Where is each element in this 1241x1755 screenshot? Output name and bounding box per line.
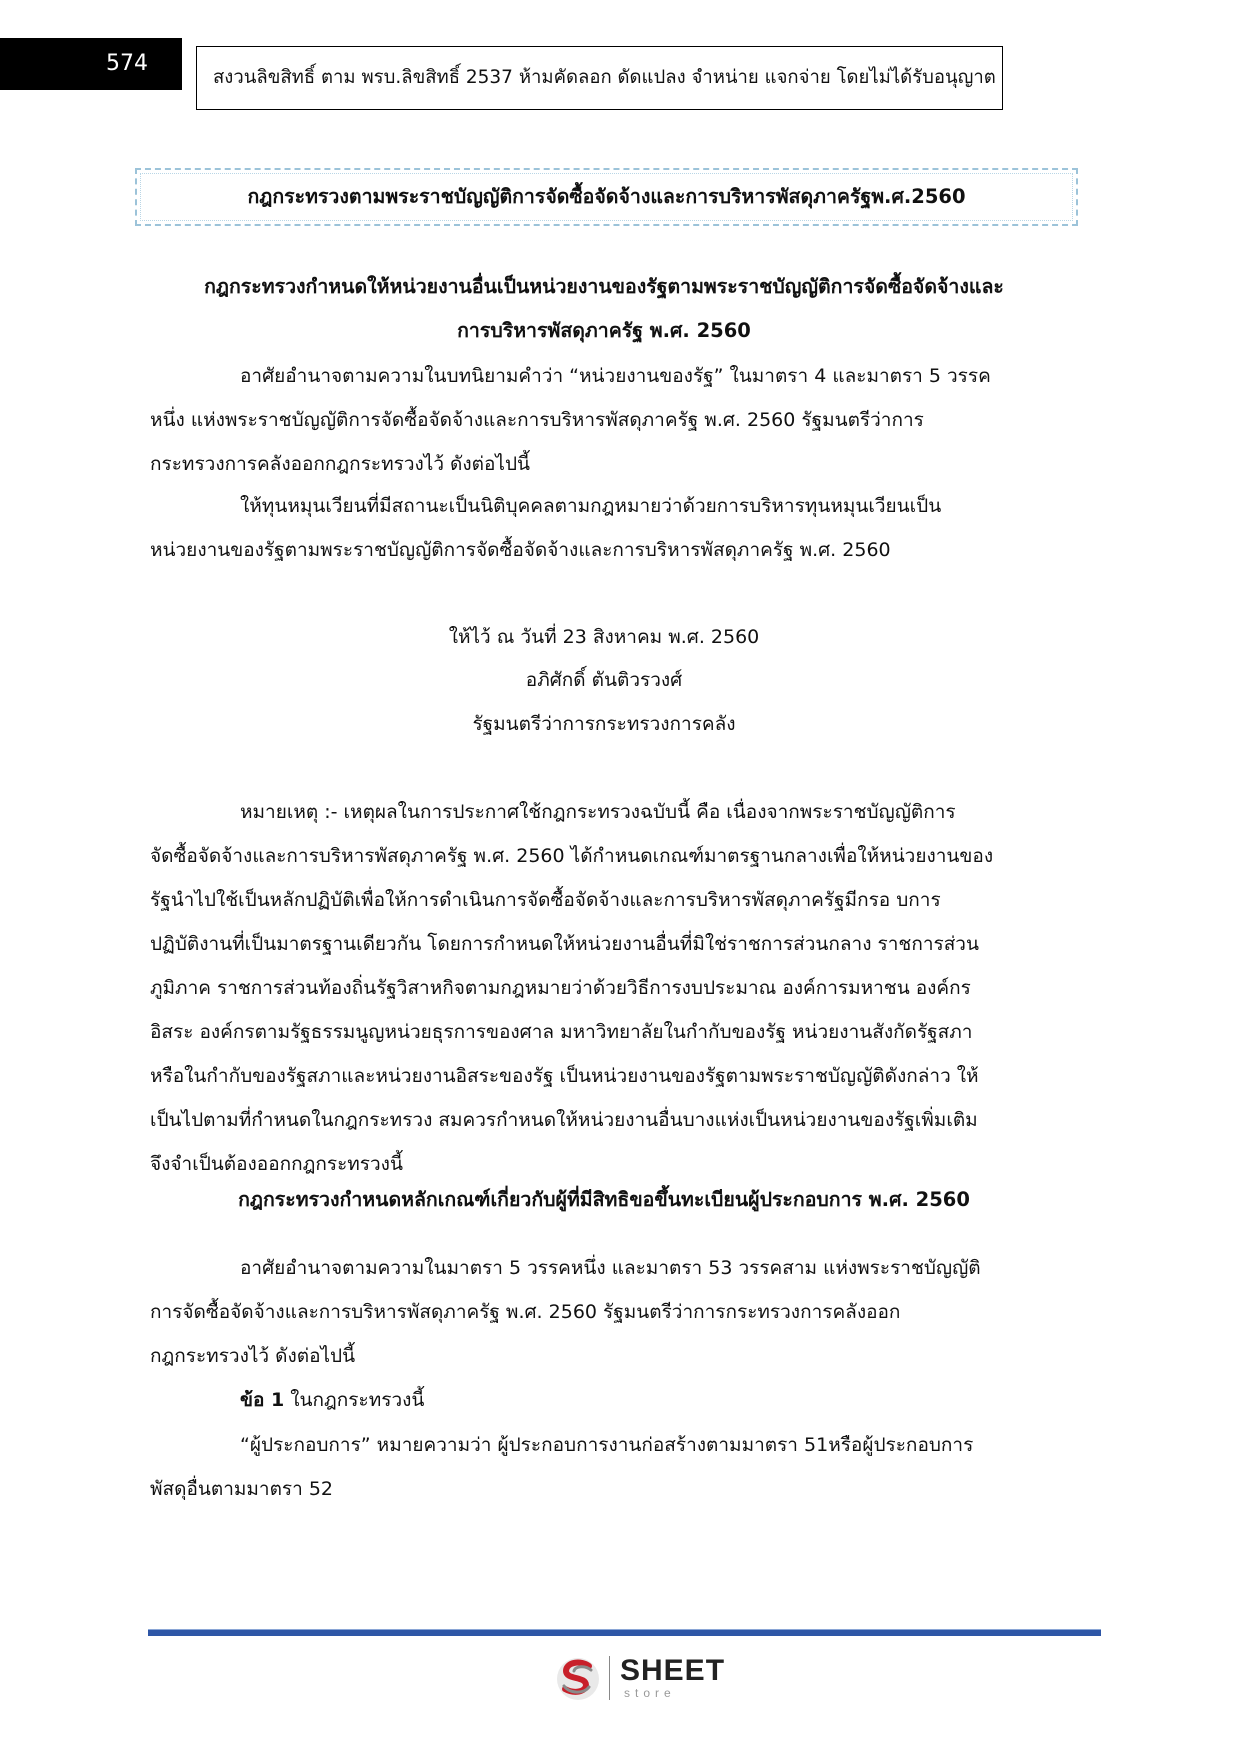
regulation1-title-line1: กฎกระทรวงกำหนดให้หน่วยงานอื่นเป็นหน่วยงานของรัฐตามพระราชบัญญัติการจัดซื้อจัดจ้างและ [204, 275, 1004, 298]
copyright-notice: สงวนลิขสิทธิ์ ตาม พรบ.ลิขสิทธิ์ 2537 ห้ามคัดลอก ดัดแปลง จำหน่าย แจกจ่าย โดยไม่ได้รับอนุญาต [196, 46, 1003, 110]
note-line: จึงจำเป็นต้องออกกฎกระทรวงนี้ [150, 1153, 403, 1175]
logo-text: SHEET [620, 1654, 726, 1687]
regulation2-title: กฎกระทรวงกำหนดหลักเกณฑ์เกี่ยวกับผู้ที่มีสิทธิขอขึ้นทะเบียนผู้ประกอบการ พ.ศ. 2560 [238, 1188, 970, 1211]
footer-divider [148, 1629, 1101, 1636]
paragraph-line: กระทรวงการคลังออกกฎกระทรวงไว้ ดังต่อไปนี้ [150, 453, 531, 475]
regulation1-paragraph2 [150, 484, 1058, 572]
section-banner [135, 168, 1078, 226]
logo-subtext: store [624, 1686, 676, 1700]
note-line: รัฐนำไปใช้เป็นหลักปฏิบัติเพื่อให้การดำเนินการจัดซื้อจัดจ้างและการบริหารพัสดุภาครัฐมีกรอ บการ [150, 889, 941, 911]
paragraph-line: อาศัยอำนาจตามความในบทนิยามคำว่า “หน่วยงานของรัฐ” ในมาตรา 4 และมาตรา 5 วรรค [240, 365, 991, 387]
note-line: ปฏิบัติงานที่เป็นมาตรฐานเดียวกัน โดยการกำหนดให้หน่วยงานอื่นที่มิใช่ราชการส่วนกลาง ราชการส่วน [150, 933, 979, 955]
regulation2-paragraph1 [150, 1246, 1058, 1378]
paragraph-line: หน่วยงานของรัฐตามพระราชบัญญัติการจัดซื้อจัดจ้างและการบริหารพัสดุภาครัฐ พ.ศ. 2560 [150, 539, 891, 561]
signer-name: อภิศักดิ์ ตันติวรวงศ์ [525, 669, 683, 691]
clause-text: ในกฎกระทรวงนี้ [284, 1389, 425, 1411]
regulation1-note [150, 790, 1058, 1186]
note-line: หรือในกำกับของรัฐสภาและหน่วยงานอิสระของรัฐ เป็นหน่วยงานของรัฐตามพระราชบัญญัติดังกล่าว ให้ [150, 1065, 979, 1087]
logo-separator [609, 1656, 610, 1700]
definition-line: พัสดุอื่นตามมาตรา 52 [150, 1478, 334, 1500]
given-date: ให้ไว้ ณ วันที่ 23 สิงหาคม พ.ศ. 2560 [448, 626, 760, 648]
paragraph-line: ให้ทุนหมุนเวียนที่มีสถานะเป็นนิติบุคคลตามกฎหมายว่าด้วยการบริหารทุนหมุนเวียนเป็น [240, 495, 942, 517]
paragraph-line: กฎกระทรวงไว้ ดังต่อไปนี้ [150, 1345, 356, 1367]
paragraph-line: อาศัยอำนาจตามความในมาตรา 5 วรรคหนึ่ง และมาตรา 53 วรรคสาม แห่งพระราชบัญญัติ [240, 1257, 981, 1279]
note-line: ภูมิภาค ราชการส่วนท้องถิ่นรัฐวิสาหกิจตามกฎหมายว่าด้วยวิธีการงบประมาณ องค์การมหาชน องค์กร [150, 977, 971, 999]
signer-title: รัฐมนตรีว่าการกระทรวงการคลัง [472, 713, 736, 735]
paragraph-line: หนึ่ง แห่งพระราชบัญญัติการจัดซื้อจัดจ้างและการบริหารพัสดุภาครัฐ พ.ศ. 2560 รัฐมนตรีว่าการ [150, 409, 924, 431]
section-banner-text: กฎกระทรวงตามพระราชบัญญัติการจัดซื้อจัดจ้างและการบริหารพัสดุภาครัฐพ.ศ.2560 [247, 185, 966, 208]
definition-line: “ผู้ประกอบการ” หมายความว่า ผู้ประกอบการงานก่อสร้างตามมาตรา 51หรือผู้ประกอบการ [240, 1434, 974, 1456]
regulation1-title-line2: การบริหารพัสดุภาครัฐ พ.ศ. 2560 [457, 319, 751, 342]
definition-paragraph [150, 1423, 1058, 1511]
paragraph-line: การจัดซื้อจัดจ้างและการบริหารพัสดุภาครัฐ พ.ศ. 2560 รัฐมนตรีว่าการกระทรวงการคลังออก [150, 1301, 901, 1323]
page-number: 574 [106, 51, 148, 76]
note-line: หมายเหตุ :- เหตุผลในการประกาศใช้กฎกระทรวงฉบับนี้ คือ เนื่องจากพระราชบัญญัติการ [240, 801, 956, 823]
note-line: อิสระ องค์กรตามรัฐธรรมนูญหน่วยธุรการของศาล มหาวิทยาลัยในกำกับของรัฐ หน่วยงานสังกัดรัฐสภา [150, 1021, 973, 1043]
note-line: จัดซื้อจัดจ้างและการบริหารพัสดุภาครัฐ พ.ศ. 2560 ได้กำหนดเกณฑ์มาตรฐานกลางเพื่อให้หน่วยงานของ [150, 845, 994, 867]
note-line: เป็นไปตามที่กำหนดในกฎกระทรวง สมควรกำหนดให้หน่วยงานอื่นบางแห่งเป็นหน่วยงานของรัฐเพิ่มเติม [150, 1109, 978, 1131]
clause-label: ข้อ 1 [240, 1389, 285, 1411]
page-number-tab [0, 38, 182, 90]
clause-1 [240, 1378, 424, 1422]
regulation1-paragraph1 [150, 354, 1058, 486]
